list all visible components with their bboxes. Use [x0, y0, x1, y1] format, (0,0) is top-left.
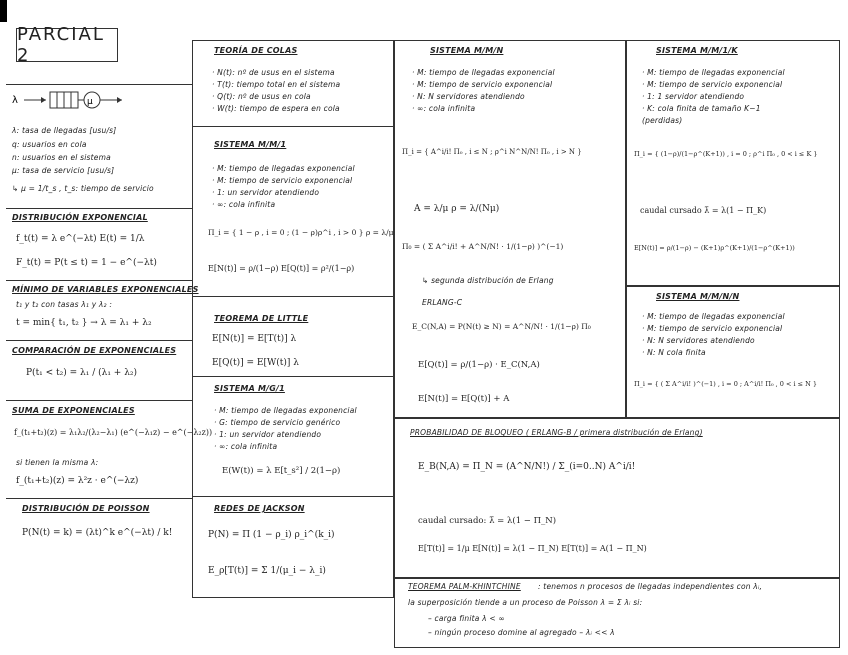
equation: E(W(t)) = λ E[t_s²] / 2(1−ρ) [222, 466, 341, 476]
divider [6, 280, 192, 281]
text-line: · N: N servidores atendiendo [642, 336, 755, 345]
section-title: SISTEMA M/M/N/N [656, 292, 740, 301]
text-line: · ∞: cola infinita [212, 200, 276, 209]
def-line: ↳ μ = 1/t_s , t_s: tiempo de servicio [12, 184, 154, 193]
section-title: COMPARACIÓN DE EXPONENCIALES [12, 346, 177, 355]
page-title: PARCIAL 2 [16, 28, 118, 62]
text-line: · 1: un servidor atendiendo [212, 188, 320, 197]
divider [6, 340, 192, 341]
def-line: μ: tasa de servicio [usu/s] [12, 166, 115, 175]
section-title: PROBABILIDAD DE BLOQUEO ( ERLANG-B / primera distribución de Erlang) [410, 428, 703, 437]
equation: E[N(t)] = E[T(t)] λ [212, 334, 297, 344]
equation: Π_i = { A^i/i! Π₀ , i ≤ N ; ρ^i N^N/N! Π₀ , i > N } [402, 148, 582, 156]
section-title: TEORÍA DE COLAS [214, 46, 298, 55]
equation: E_B(N,A) = Π_N = (A^N/N!) / Σ_(i=0..N) A^i/i! [418, 462, 636, 472]
queue-mu: μ [87, 97, 93, 107]
def-line: λ: tasa de llegadas [usu/s] [12, 126, 117, 135]
corner-mark [0, 0, 7, 22]
text-line: · M: tiempo de llegadas exponencial [214, 406, 357, 415]
text-line: (perdidas) [642, 116, 683, 125]
divider [192, 296, 394, 297]
text-line: · N: N servidores atendiendo [412, 92, 525, 101]
equation: f_(t₁+t₂)(z) = λ₁λ₂/(λ₂−λ₁) (e^(−λ₁z) − e^(−λ₂z)) [14, 428, 213, 437]
equation: f_(t₁+t₂)(z) = λ²z · e^(−λz) [16, 476, 139, 486]
text-line: – carga finita λ < ∞ [428, 614, 505, 623]
divider [6, 208, 192, 209]
equation: E[N(t)] = ρ/(1−ρ) − (K+1)ρ^(K+1)/(1−ρ^(K+1)) [634, 244, 795, 252]
equation: F_t(t) = P(t ≤ t) = 1 − e^(−λt) [16, 258, 157, 268]
text-line: t₁ y t₂ con tasas λ₁ y λ₂ : [16, 300, 113, 309]
text-line: · M: tiempo de llegadas exponencial [642, 68, 785, 77]
text-line: · Q(t): nº de usus en cola [212, 92, 311, 101]
section-title: DISTRIBUCIÓN EXPONENCIAL [12, 213, 148, 222]
equation: f_t(t) = λ e^(−λt) E(t) = 1/λ [16, 234, 145, 244]
section-title: SISTEMA M/M/N [430, 46, 504, 55]
text-line: · M: tiempo de servicio exponencial [642, 80, 783, 89]
equation: P(N(t) = k) = (λt)^k e^(−λt) / k! [22, 528, 173, 538]
equation: E_C(N,A) = P(N(t) ≥ N) = A^N/N! · 1/(1−ρ) Π₀ [412, 322, 591, 331]
section-title: SISTEMA M/M/1/K [656, 46, 738, 55]
def-line: q: usuarios en cola [12, 140, 87, 149]
text-line: · N: N cola finita [642, 348, 706, 357]
text-line: si tienen la misma λ: [16, 458, 99, 467]
def-line: n: usuarios en el sistema [12, 153, 111, 162]
equation: E[Q(t)] = ρ/(1−ρ) · E_C(N,A) [418, 360, 540, 370]
text-line: · ∞: cola infinita [412, 104, 476, 113]
section-title: SISTEMA M/G/1 [214, 384, 285, 393]
section-title: TEOREMA DE LITTLE [214, 314, 309, 323]
text-line: · K: cola finita de tamaño K−1 [642, 104, 761, 113]
equation: E_ρ[T(t)] = Σ 1/(μ_i − λ_i) [208, 566, 326, 576]
blocking-box [394, 418, 840, 578]
text-line: · T(t): tiempo total en el sistema [212, 80, 341, 89]
divider [6, 84, 192, 85]
equation: A = λ/μ ρ = λ/(Nμ) [414, 204, 500, 214]
text-line: · M: tiempo de servicio exponencial [642, 324, 783, 333]
equation: P(t₁ < t₂) = λ₁ / (λ₁ + λ₂) [26, 368, 138, 378]
text-line: · M: tiempo de servicio exponencial [212, 176, 353, 185]
divider [6, 498, 192, 499]
text-line: – ningún proceso domine al agregado – λᵢ << λ [428, 628, 615, 637]
equation: E[T(t)] = 1/μ E[N(t)] = λ(1 − Π_N) E[T(t)] = A(1 − Π_N) [418, 544, 647, 553]
section-title: SUMA DE EXPONENCIALES [12, 406, 135, 415]
equation: E[N(t)] = E[Q(t)] + A [418, 394, 510, 404]
divider [192, 126, 394, 127]
text-line: ERLANG-C [422, 298, 463, 307]
section-title: SISTEMA M/M/1 [214, 140, 287, 149]
section-title: DISTRIBUCIÓN DE POISSON [22, 504, 150, 513]
equation: P(N) = Π (1 − ρ_i) ρ_i^(k_i) [208, 530, 335, 540]
queue-lambda: λ [12, 95, 18, 106]
text-line: · G: tiempo de servicio genérico [214, 418, 341, 427]
section-title: MÍNIMO DE VARIABLES EXPONENCIALES [12, 285, 199, 294]
text-line: la superposición tiende a un proceso de Poisson λ = Σ λᵢ si: [408, 598, 643, 607]
equation: caudal cursado: λ̄ = λ(1 − Π_N) [418, 516, 557, 526]
text-line: · M: tiempo de llegadas exponencial [212, 164, 355, 173]
text-line: · W(t): tiempo de espera en cola [212, 104, 340, 113]
divider [192, 496, 394, 497]
equation: Π_i = { (1−ρ)/(1−ρ^(K+1)) , i = 0 ; ρ^i Π₀ , 0 < i ≤ K } [634, 150, 818, 158]
text-line: ↳ segunda distribución de Erlang [422, 276, 554, 285]
section-title: TEOREMA PALM-KHINTCHINE [408, 582, 521, 591]
equation: t = min{ t₁, t₂ } → λ = λ₁ + λ₂ [16, 318, 152, 328]
equation: E[Q(t)] = E[W(t)] λ [212, 358, 299, 368]
text-line: · 1: un servidor atendiendo [214, 430, 322, 439]
equation: caudal cursado λ̄ = λ(1 − Π_K) [640, 206, 767, 215]
divider [192, 376, 394, 377]
text-line: · M: tiempo de llegadas exponencial [642, 312, 785, 321]
text-line: · ∞: cola infinita [214, 442, 278, 451]
text-line: · M: tiempo de servicio exponencial [412, 80, 553, 89]
text-line: : tenemos n procesos de llegadas independientes con λᵢ, [538, 582, 763, 591]
divider [6, 400, 192, 401]
section-title: REDES DE JACKSON [214, 504, 305, 513]
text-line: · 1: 1 servidor atendiendo [642, 92, 745, 101]
equation: E[N(t)] = ρ/(1−ρ) E[Q(t)] = ρ²/(1−ρ) [208, 264, 355, 273]
equation: Π_i = { ( Σ A^i/i! )^(−1) , i = 0 ; A^i/i! Π₀ , 0 < i ≤ N } [634, 380, 818, 388]
text-line: · M: tiempo de llegadas exponencial [412, 68, 555, 77]
equation: Π₀ = ( Σ A^i/i! + A^N/N! · 1/(1−ρ) )^(−1) [402, 242, 564, 251]
queue-diagram [10, 86, 140, 114]
equation: Π_i = { 1 − ρ , i = 0 ; (1 − ρ)ρ^i , i > 0 } ρ = λ/μ [208, 228, 394, 237]
text-line: · N(t): nº de usus en el sistema [212, 68, 335, 77]
